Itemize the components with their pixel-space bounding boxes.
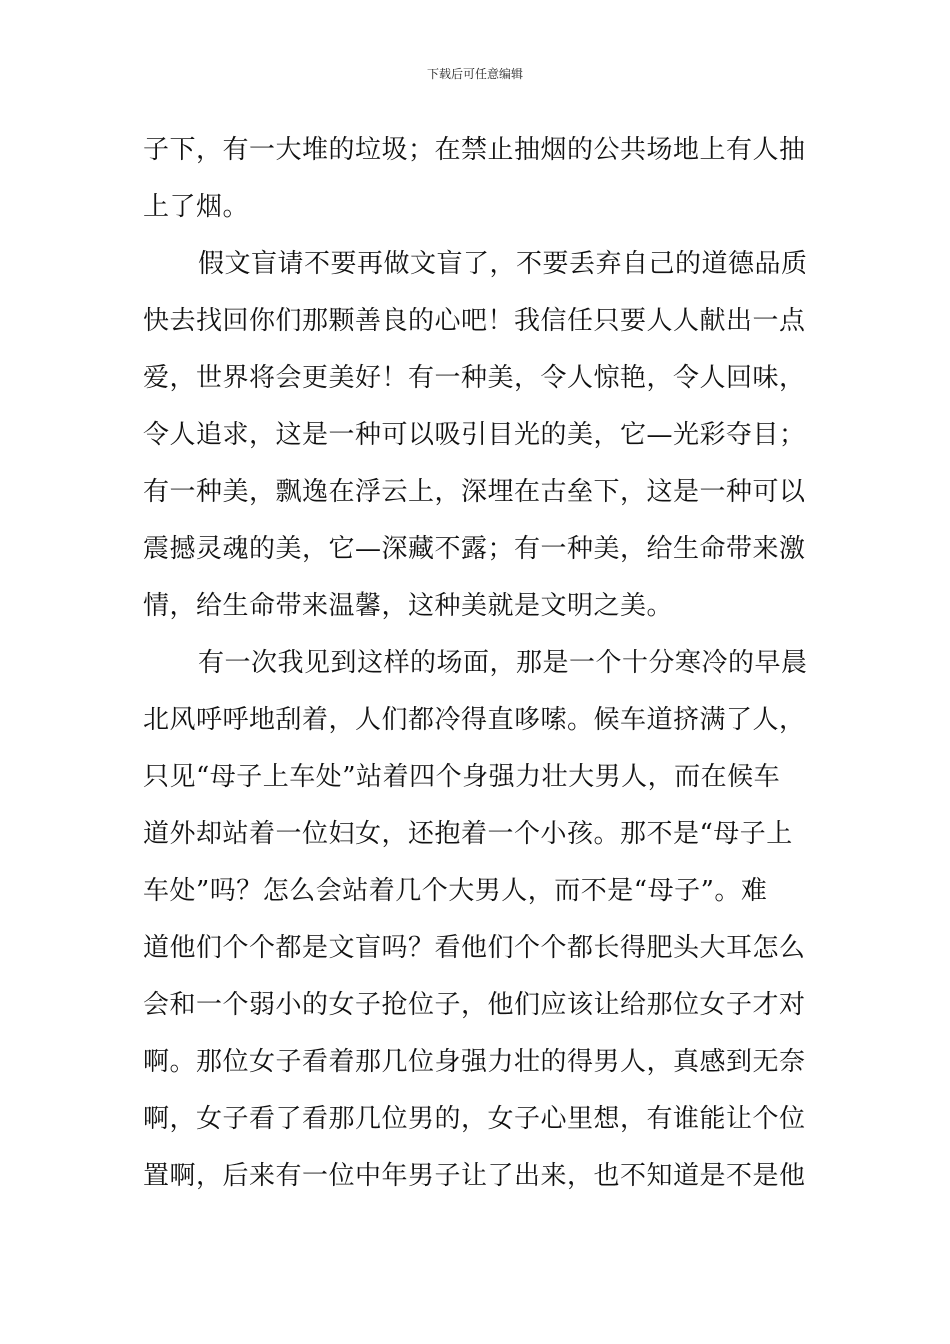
text-line: 子下，有一大堆的垃圾；在禁止抽烟的公共场地上有人抽: [143, 135, 806, 165]
text-line: 只见“母子上车处”站着四个身强力壮大男人，而在候车: [143, 762, 781, 792]
text-line: 北风呼呼地刮着，人们都冷得直哆嗦。候车道挤满了人，: [143, 705, 806, 735]
text-line: 有一种美，飘逸在浮云上，深埋在古垒下，这是一种可以: [143, 477, 806, 507]
text-line: 会和一个弱小的女子抢位子，他们应该让给那位女子才对: [143, 990, 806, 1020]
text-line: 震撼灵魂的美，它—深藏不露；有一种美，给生命带来激: [143, 534, 806, 564]
text-line: 置啊，后来有一位中年男子让了出来，也不知道是不是他: [143, 1161, 806, 1191]
text-line: 情，给生命带来温馨，这种美就是文明之美。: [143, 591, 674, 621]
text-line: 快去找回你们那颗善良的心吧！我信任只要人人献出一点: [143, 306, 806, 336]
text-line: 道他们个个都是文盲吗？看他们个个都长得肥头大耳怎么: [143, 933, 806, 963]
text-line: 令人追求，这是一种可以吸引目光的美，它—光彩夺目；: [143, 420, 806, 450]
text-line: 啊。那位女子看着那几位身强力壮的得男人，真感到无奈: [143, 1047, 806, 1077]
paragraph-start-line: 假文盲请不要再做文盲了，不要丢弃自己的道德品质: [198, 249, 808, 279]
paragraph-start-line: 有一次我见到这样的场面，那是一个十分寒冷的早晨: [198, 648, 808, 678]
text-line: 爱，世界将会更美好！有一种美，令人惊艳，令人回味，: [143, 363, 806, 393]
text-line: 上了烟。: [143, 192, 250, 222]
page-header-note: 下载后可任意编辑: [426, 67, 523, 81]
document-body: [143, 122, 811, 1205]
text-line: 道外却站着一位妇女，还抱着一个小孩。那不是“母子上: [143, 819, 793, 849]
text-line: 车处”吗？怎么会站着几个大男人，而不是“母子”。难: [143, 876, 768, 906]
text-line: 啊，女子看了看那几位男的，女子心里想，有谁能让个位: [143, 1104, 806, 1134]
